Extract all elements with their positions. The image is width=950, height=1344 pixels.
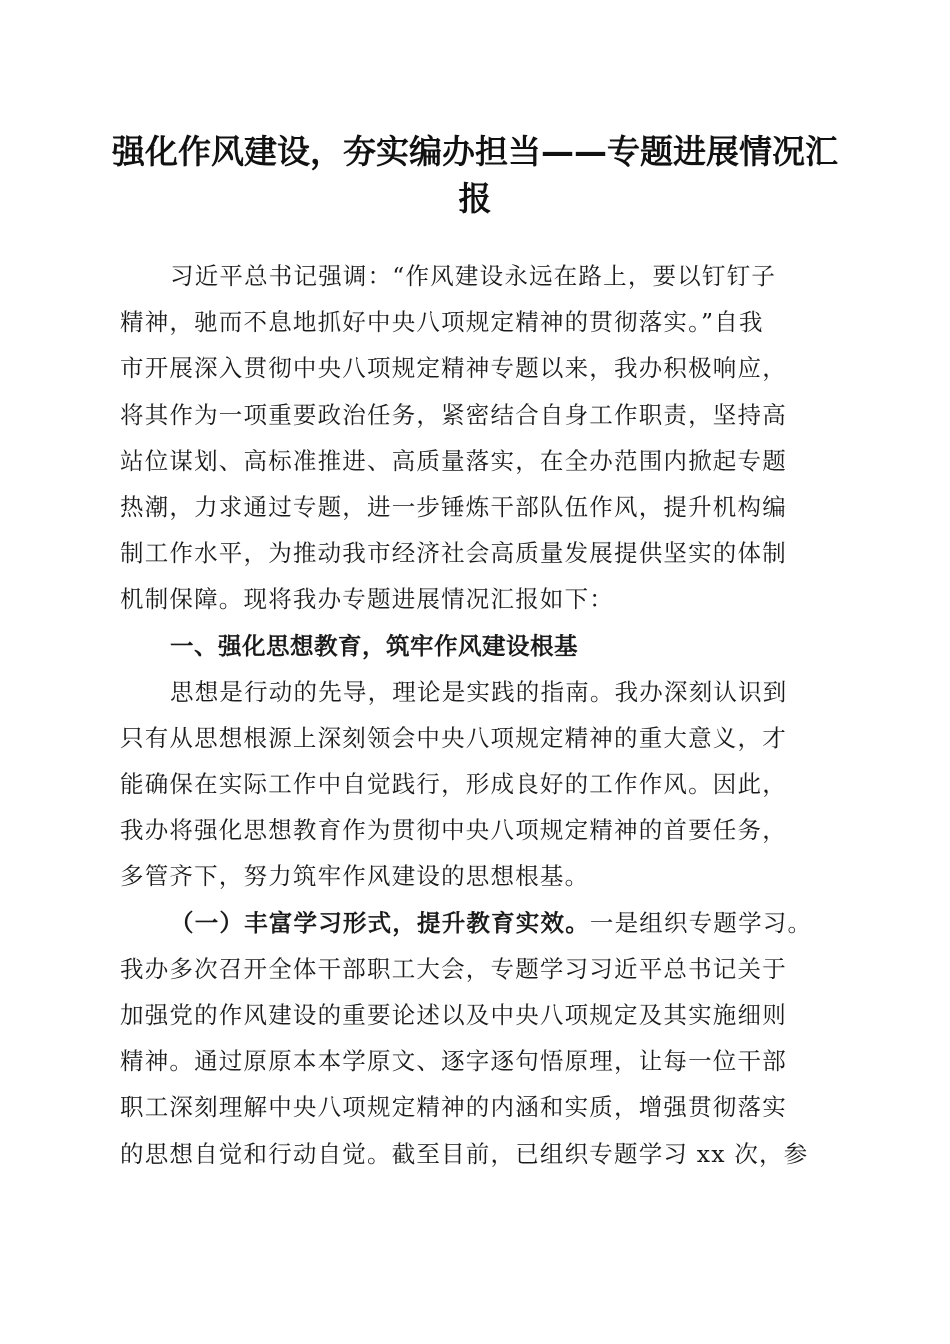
paragraph-1-line-8: 机制保障。现将我办专题进展情况汇报如下： [120,585,614,614]
paragraph-2-line-1: 思想是行动的先导，理论是实践的指南。我办深刻认识到 [170,677,788,706]
subsection-1-line-4: 精神。通过原原本本学原文、逐字逐句悟原理，让每一位干部 [120,1047,787,1076]
subsection-first-line-rest: 一是组织专题学习。 [589,908,813,937]
paragraph-2-line-4: 我办将强化思想教育作为贯彻中央八项规定精神的首要任务， [120,816,787,845]
paragraph-2-line-5: 多管齐下，努力筑牢作风建设的思想根基。 [120,862,590,891]
subsection-heading: （一）丰富学习形式，提升教育实效。 [170,908,590,937]
subsection-1-line-5: 职工深刻理解中央八项规定精神的内涵和实质，增强贯彻落实 [120,1093,787,1122]
paragraph-1-line-7: 制工作水平，为推动我市经济社会高质量发展提供坚实的体制 [120,539,787,568]
paragraph-1-line-6: 热潮，力求通过专题，进一步锤炼干部队伍作风，提升机构编 [120,492,787,521]
paragraph-1-line-3: 市开展深入贯彻中央八项规定精神专题以来，我办积极响应， [120,354,787,383]
paragraph-1-line-1: 习近平总书记强调：“作风建设永远在路上，要以钉钉子 [170,262,777,290]
paragraph-1-line-5: 站位谋划、高标准推进、高质量落实，在全办范围内掀起专题 [120,446,787,475]
subsection-1-line-2: 我办多次召开全体干部职工大会，专题学习习近平总书记关于 [120,954,787,983]
section-heading-1: 一、强化思想教育，筑牢作风建设根基 [170,631,578,660]
paragraph-2-line-2: 只有从思想根源上深刻领会中央八项规定精神的重大意义，才 [120,723,787,752]
subsection-1-line-6: 的思想自觉和行动自觉。截至目前，已组织专题学习 xx 次，参 [120,1139,809,1168]
document-title: 强化作风建设，夯实编办担当——专题进展情况汇报 [112,132,838,218]
paragraph-2-line-3: 能确保在实际工作中自觉践行，形成良好的工作作风。因此， [120,770,787,799]
subsection-1-line-3: 加强党的作风建设的重要论述以及中央八项规定及其实施细则 [120,1001,787,1029]
subsection-1-first-line [120,900,830,946]
document-body [120,253,830,1177]
paragraph-1-line-4: 将其作为一项重要政治任务，紧密结合自身工作职责，坚持高 [120,400,787,429]
paragraph-1-line-2: 精神，驰而不息地抓好中央八项规定精神的贯彻落实。”自我 [120,308,764,337]
